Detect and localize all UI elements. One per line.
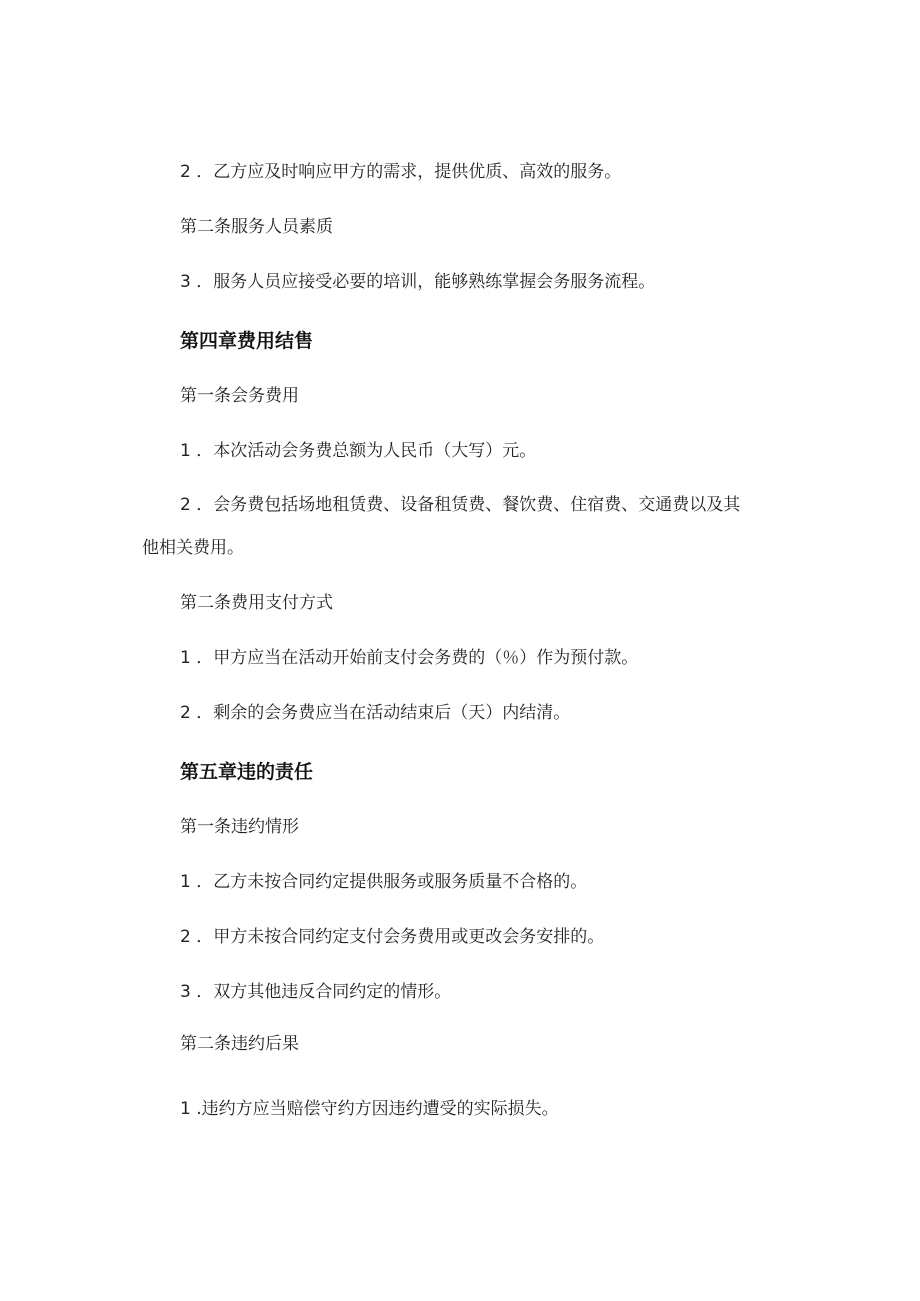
clause-1-party-b-breach: 1 ．乙方未按合同约定提供服务或服务质量不合格的。 xyxy=(180,872,588,892)
clause-3-staff-training: 3 ．服务人员应接受必要的培训，能够熟练掌握会务服务流程。 xyxy=(180,272,656,292)
article-2-staff-quality: 第二条服务人员素质 xyxy=(180,217,333,237)
clause-2-fee-items xyxy=(142,484,802,570)
clause-2-fee-items-line-1: 2 ．会务费包括场地租赁费、设备租赁费、餐饮费、住宿费、交通费以及其 xyxy=(180,495,741,515)
chapter-5-heading: 第五章违的责任 xyxy=(180,761,314,783)
clause-2-fee-items-line-2: 他相关费用。 xyxy=(142,538,244,558)
clause-2-party-a-breach: 2 ．甲方未按合同约定支付会务费用或更改会务安排的。 xyxy=(180,927,605,947)
clause-3-other-breach: 3 ．双方其他违反合同约定的情形。 xyxy=(180,982,452,1002)
article-1-breach-cases: 第一条违约情形 xyxy=(180,817,299,837)
clause-2-final-settlement: 2 ．剩余的会务费应当在活动结束后（天）内结清。 xyxy=(180,703,571,723)
clause-2-service-response: 2 ．乙方应及时响应甲方的需求，提供优质、高效的服务。 xyxy=(180,162,622,182)
clause-1-prepayment: 1 ．甲方应当在活动开始前支付会务费的（％）作为预付款。 xyxy=(180,648,639,668)
article-1-meeting-fees: 第一条会务费用 xyxy=(180,386,299,406)
chapter-4-heading: 第四章费用结售 xyxy=(180,330,314,352)
article-2-breach-consequences: 第二条违约后果 xyxy=(180,1034,299,1054)
clause-1-fee-total: 1 ．本次活动会务费总额为人民币（大写）元。 xyxy=(180,441,537,461)
clause-1-compensation: 1 .违约方应当赔偿守约方因违约遭受的实际损失。 xyxy=(180,1099,559,1119)
article-2-payment-method: 第二条费用支付方式 xyxy=(180,593,333,613)
